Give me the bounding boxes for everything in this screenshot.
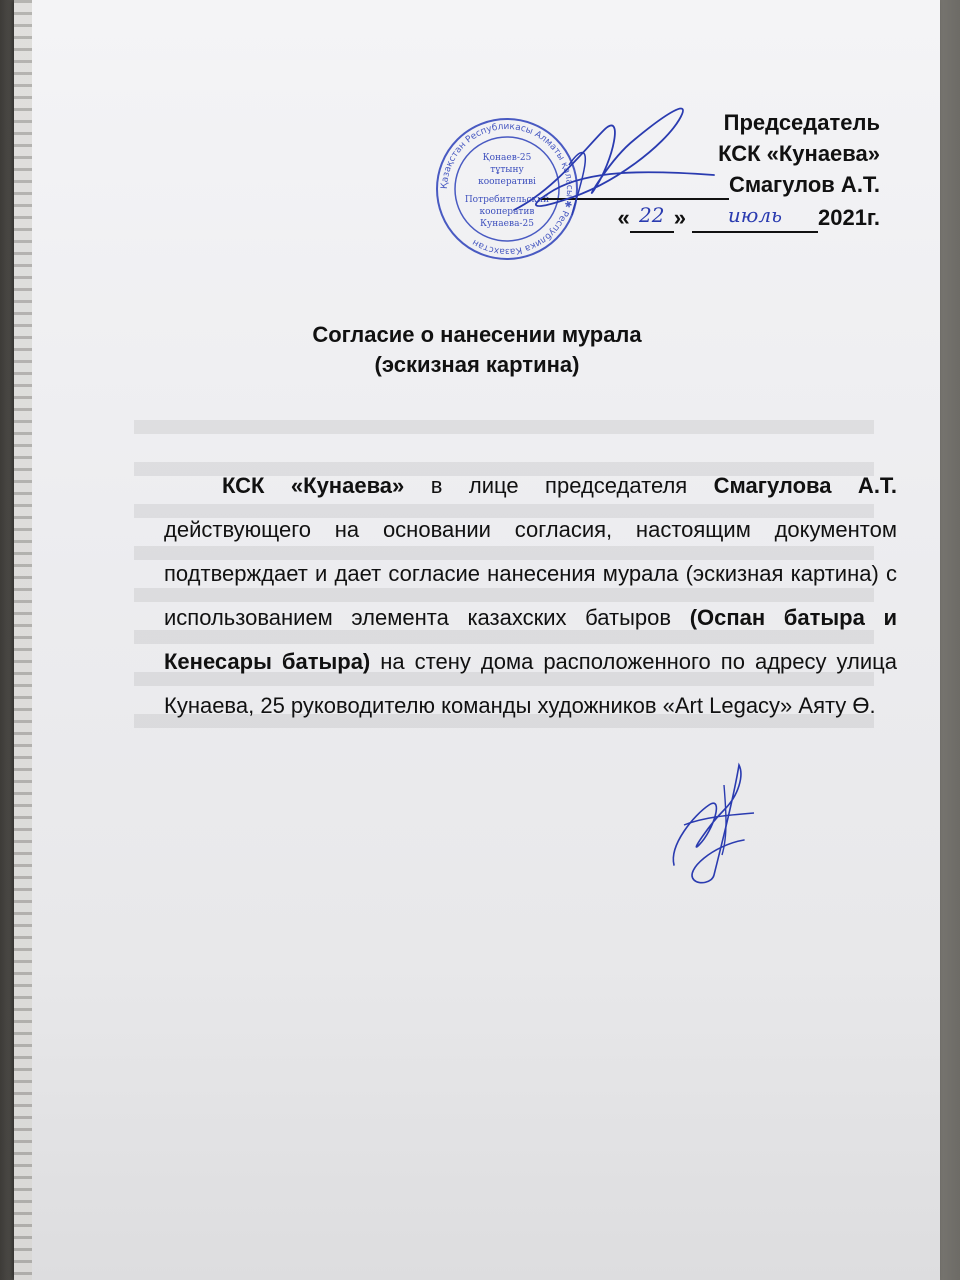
date-day: 22 (630, 200, 674, 233)
approval-title: Председатель (723, 110, 880, 135)
title-line-1: Согласие о нанесении мурала (312, 322, 642, 347)
body-chairman: Смагулова А.Т. (713, 473, 898, 498)
artist-signature (654, 755, 764, 895)
body-text-3: на стену дома расположенного по адресу улица Кунаева, 25 руководителю команды художников «Art Legacy» Аяту Ө. (164, 649, 897, 718)
approval-name: Смагулов А.Т. (728, 172, 880, 197)
document-body (164, 464, 897, 728)
approval-org: КСК «Кунаева» (718, 141, 880, 166)
date-quote-open: « (617, 205, 630, 230)
chairman-signature (494, 90, 724, 230)
body-text-1: в лице председателя (404, 473, 714, 498)
date-quote-close: » (673, 205, 686, 230)
document-title (14, 320, 940, 380)
stamp-line-4: Потребительский (464, 195, 550, 205)
document-page (14, 0, 940, 1280)
stamp-line-1: Қонаев-25 (482, 153, 532, 163)
stamp-line-2: тұтыну (490, 165, 524, 175)
body-batyrs: (Оспан батыра и Кенесары батыра) (164, 605, 898, 674)
stamp-line-3: кооперативі (478, 177, 536, 187)
date-year: 2021г. (817, 205, 880, 230)
body-text-2: действующего на основании согласия, настоящим документом подтверждает и дает согласие нанесения мурала (эскизная картина) с использованием элемента казахских батыров (164, 517, 897, 630)
body-org: КСК «Кунаева» (222, 473, 405, 498)
stamp-line-5: кооператив (479, 207, 535, 217)
stamp-outer-text: Қазақстан Республикасы Алматы қаласы ✱ Республика Казахстан (439, 121, 575, 257)
spiral-binding (14, 0, 32, 1280)
date-month: июль (692, 200, 818, 233)
title-line-2: (эскизная картина) (374, 352, 580, 377)
stamp-line-6: Кунаева-25 (480, 219, 534, 229)
